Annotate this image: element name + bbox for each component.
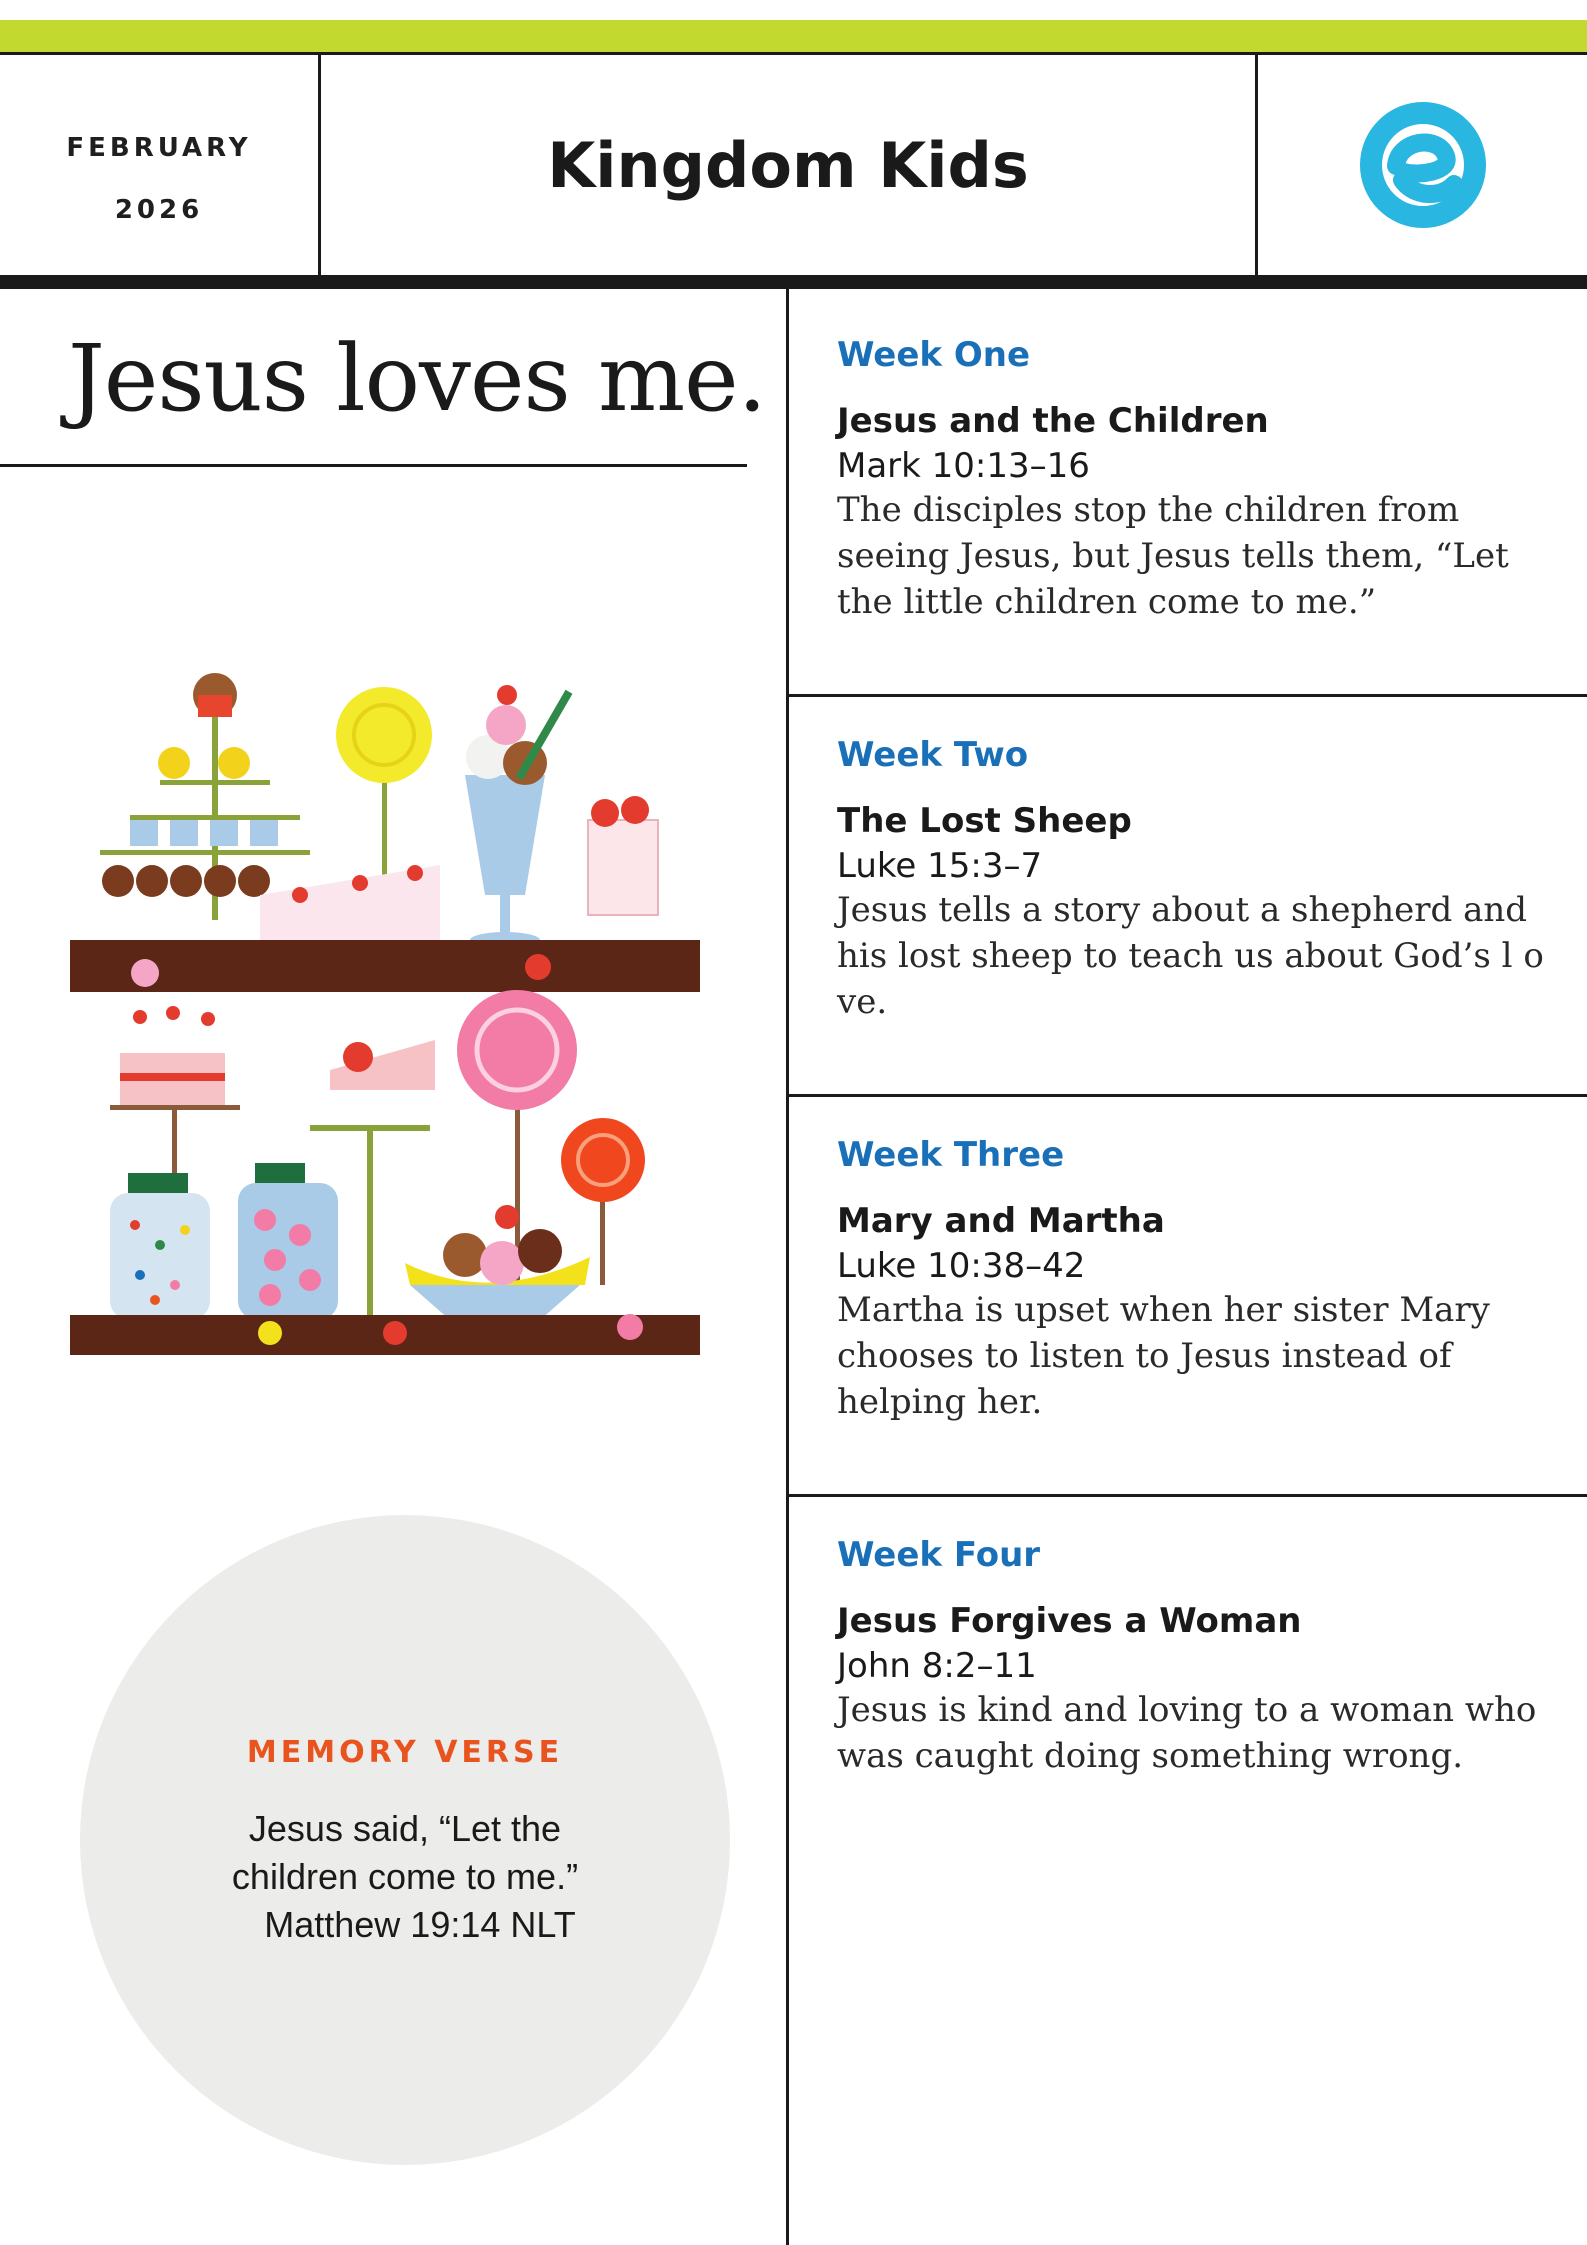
week-three xyxy=(837,1135,1557,1425)
week-title: The Lost Sheep xyxy=(837,801,1132,841)
title-rule xyxy=(0,464,747,467)
date-year: 2026 xyxy=(114,195,204,225)
date-month: FEBRUARY xyxy=(66,133,252,163)
week-description: Jesus is kind and loving to a woman who was caught doing something wrong. xyxy=(837,1690,1537,1776)
week-title: Jesus Forgives a Woman xyxy=(837,1601,1302,1641)
week-reference: Luke 15:3–7 xyxy=(837,846,1043,886)
week-reference: Luke 10:38–42 xyxy=(837,1246,1086,1286)
week-four xyxy=(837,1535,1557,1779)
memory-verse-line: children come to me.” xyxy=(231,1856,579,1897)
week-label: Week Three xyxy=(837,1135,1065,1175)
week-label: Week One xyxy=(837,335,1031,375)
memory-verse-line: Jesus said, “Let the xyxy=(248,1808,562,1849)
week-one xyxy=(837,335,1557,625)
week-reference: Mark 10:13–16 xyxy=(837,446,1090,486)
memory-verse-text xyxy=(80,1805,730,1949)
week-description: The disciples stop the children from seeing Jesus, but Jesus tells them, “Let the little children come to me.” xyxy=(837,490,1509,622)
e-logo-icon xyxy=(1358,100,1488,230)
week-title: Mary and Martha xyxy=(837,1201,1165,1241)
week-label: Week Two xyxy=(837,735,1029,775)
week-reference: John 8:2–11 xyxy=(837,1646,1037,1686)
week-divider xyxy=(789,1094,1587,1097)
memory-verse-reference: Matthew 19:14 NLT xyxy=(264,1904,576,1945)
week-label: Week Four xyxy=(837,1535,1041,1575)
week-divider xyxy=(789,694,1587,697)
week-title: Jesus and the Children xyxy=(837,401,1269,441)
date-box xyxy=(0,55,318,275)
week-two xyxy=(837,735,1557,1025)
week-description: Jesus tells a story about a shepherd and his lost sheep to teach us about God’s l o ve. xyxy=(837,890,1544,1022)
week-description: Martha is upset when her sister Mary chooses to listen to Jesus instead of helping her. xyxy=(837,1290,1490,1422)
memory-verse-heading: MEMORY VERSE xyxy=(246,1735,564,1770)
page-title: Jesus loves me. xyxy=(68,325,766,432)
accent-bar xyxy=(0,20,1587,52)
header-bottom-rule xyxy=(0,275,1587,289)
week-divider xyxy=(789,1494,1587,1497)
brand-title: Kingdom Kids xyxy=(547,128,1029,202)
column-divider xyxy=(786,289,789,2245)
dessert-shelves-illustration xyxy=(70,645,700,1355)
logo xyxy=(1258,55,1587,275)
